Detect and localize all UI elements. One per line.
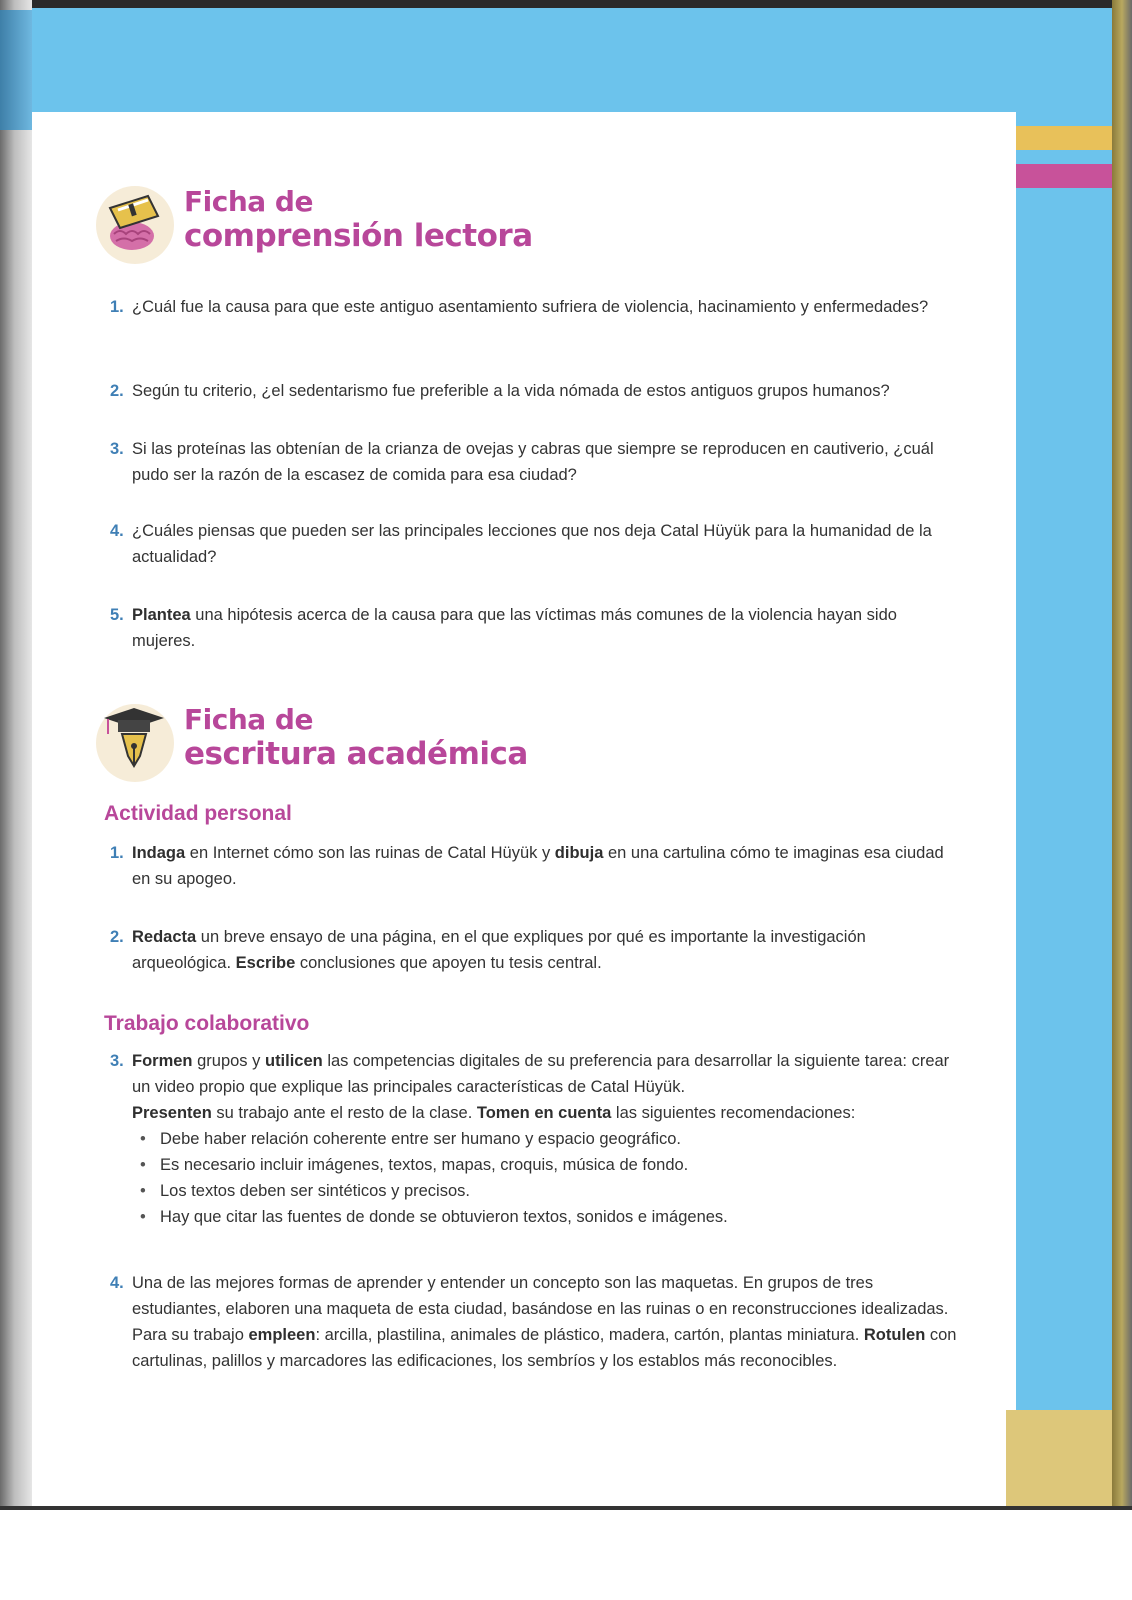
activity-verb: utilicen (264, 1052, 323, 1070)
activity-number: 1. (110, 844, 124, 862)
comprension-heading (96, 186, 533, 264)
yellow-tab (1016, 126, 1112, 150)
page-number-tab (1006, 1410, 1114, 1506)
brain-book-icon (96, 186, 174, 264)
activity-verb: Presenten (132, 1104, 212, 1122)
activity-text: su trabajo ante el resto de la clase. (211, 1104, 477, 1122)
question-number: 3. (110, 440, 124, 458)
activity-text: con cartulinas, palillos y marcadores las edificaciones, los sembríos y los establos más reconocibles. (132, 1326, 957, 1370)
activity-1 (110, 840, 960, 892)
personal-activity-heading: Actividad personal (104, 802, 292, 825)
activity-verb: Rotulen (863, 1326, 926, 1344)
activity-number: 4. (110, 1274, 124, 1292)
escritura-heading (96, 704, 528, 782)
activity-3 (110, 1048, 960, 1230)
comprension-title-line2: comprensión lectora (184, 218, 533, 254)
activity-number: 3. (110, 1052, 124, 1070)
question-number: 2. (110, 382, 124, 400)
activity-text: en una cartulina cómo te imaginas esa ciudad en su apogeo. (132, 844, 944, 888)
right-color-band (1016, 112, 1114, 1510)
scan-background (0, 1510, 1132, 1600)
question-text: una hipótesis acerca de la causa para que las víctimas más comunes de la violencia hayan sido mujeres. (132, 606, 897, 650)
question-text: Si las proteínas las obtenían de la crianza de ovejas y cabras que siempre se reproducen en cautiverio, ¿cuál pudo ser la razón de la escasez de comida para esa ciudad? (132, 440, 934, 484)
question-text: ¿Cuáles piensas que pueden ser las principales lecciones que nos deja Catal Hüyük para la humanidad de la actualidad? (132, 522, 932, 566)
pink-tab (1016, 164, 1112, 188)
activity-4 (110, 1270, 960, 1374)
book-left-edge-band (0, 10, 32, 130)
activity-verb: Tomen en cuenta (476, 1104, 612, 1122)
activity-text: las competencias digitales de su preferencia para desarrollar la siguiente tarea: crear un video propio que explique las principales características de Catal Hüyük. (132, 1052, 950, 1096)
top-color-band (30, 8, 1114, 128)
escritura-title-line1: Ficha de (184, 703, 313, 736)
activity-text: grupos y (192, 1052, 265, 1070)
activity-text: conclusiones que apoyen tu tesis central. (295, 954, 602, 972)
activity-verb: Formen (132, 1052, 193, 1070)
question-verb: Plantea (132, 606, 191, 624)
book-left-edge (0, 0, 32, 1510)
activity-verb: dibuja (554, 844, 604, 862)
question-number: 5. (110, 606, 124, 624)
recommendation-item: • Es necesario incluir imágenes, textos, mapas, croquis, música de fondo. (160, 1152, 960, 1178)
recommendation-item: • Debe haber relación coherente entre ser humano y espacio geográfico. (160, 1126, 960, 1152)
recommendation-item: • Hay que citar las fuentes de donde se obtuvieron textos, sonidos e imágenes. (160, 1204, 960, 1230)
collaborative-work-heading: Trabajo colaborativo (104, 1012, 310, 1035)
question-1 (110, 294, 960, 320)
activity-2 (110, 924, 960, 976)
question-text: ¿Cuál fue la causa para que este antiguo asentamiento sufriera de violencia, hacinamiento y enfermedades? (132, 298, 929, 316)
activity-text: Una de las mejores formas de aprender y entender un concepto son las maquetas. En grupos de tres estudiantes, elaboren una maqueta de esta ciudad, basándose en las ruinas o en reconstrucciones idealizadas. Para su trabajo (132, 1274, 949, 1344)
recommendation-item: • Los textos deben ser sintéticos y precisos. (160, 1178, 960, 1204)
activity-text: en Internet cómo son las ruinas de Catal Hüyük y (185, 844, 555, 862)
graduation-pen-icon (96, 704, 174, 782)
question-number: 4. (110, 522, 124, 540)
activity-verb: empleen (248, 1326, 316, 1344)
activity-number: 2. (110, 928, 124, 946)
activity-verb: Indaga (132, 844, 186, 862)
escritura-title-line2: escritura académica (184, 736, 528, 772)
book-right-edge (1112, 0, 1132, 1510)
question-2 (110, 378, 960, 404)
question-3 (110, 436, 960, 488)
question-text: Según tu criterio, ¿el sedentarismo fue preferible a la vida nómada de estos antiguos grupos humanos? (132, 382, 890, 400)
activity-verb: Escribe (235, 954, 296, 972)
question-number: 1. (110, 298, 124, 316)
comprension-title-line1: Ficha de (184, 185, 313, 218)
question-5 (110, 602, 960, 654)
activity-text: las siguientes recomendaciones: (611, 1104, 856, 1122)
recommendations-list (132, 1126, 960, 1230)
activity-text: un breve ensayo de una página, en el que expliques por qué es importante la investigación arqueológica. (132, 928, 866, 972)
activity-text: : arcilla, plastilina, animales de plástico, madera, cartón, plantas miniatura. (315, 1326, 864, 1344)
activity-verb: Redacta (132, 928, 197, 946)
question-4 (110, 518, 960, 570)
